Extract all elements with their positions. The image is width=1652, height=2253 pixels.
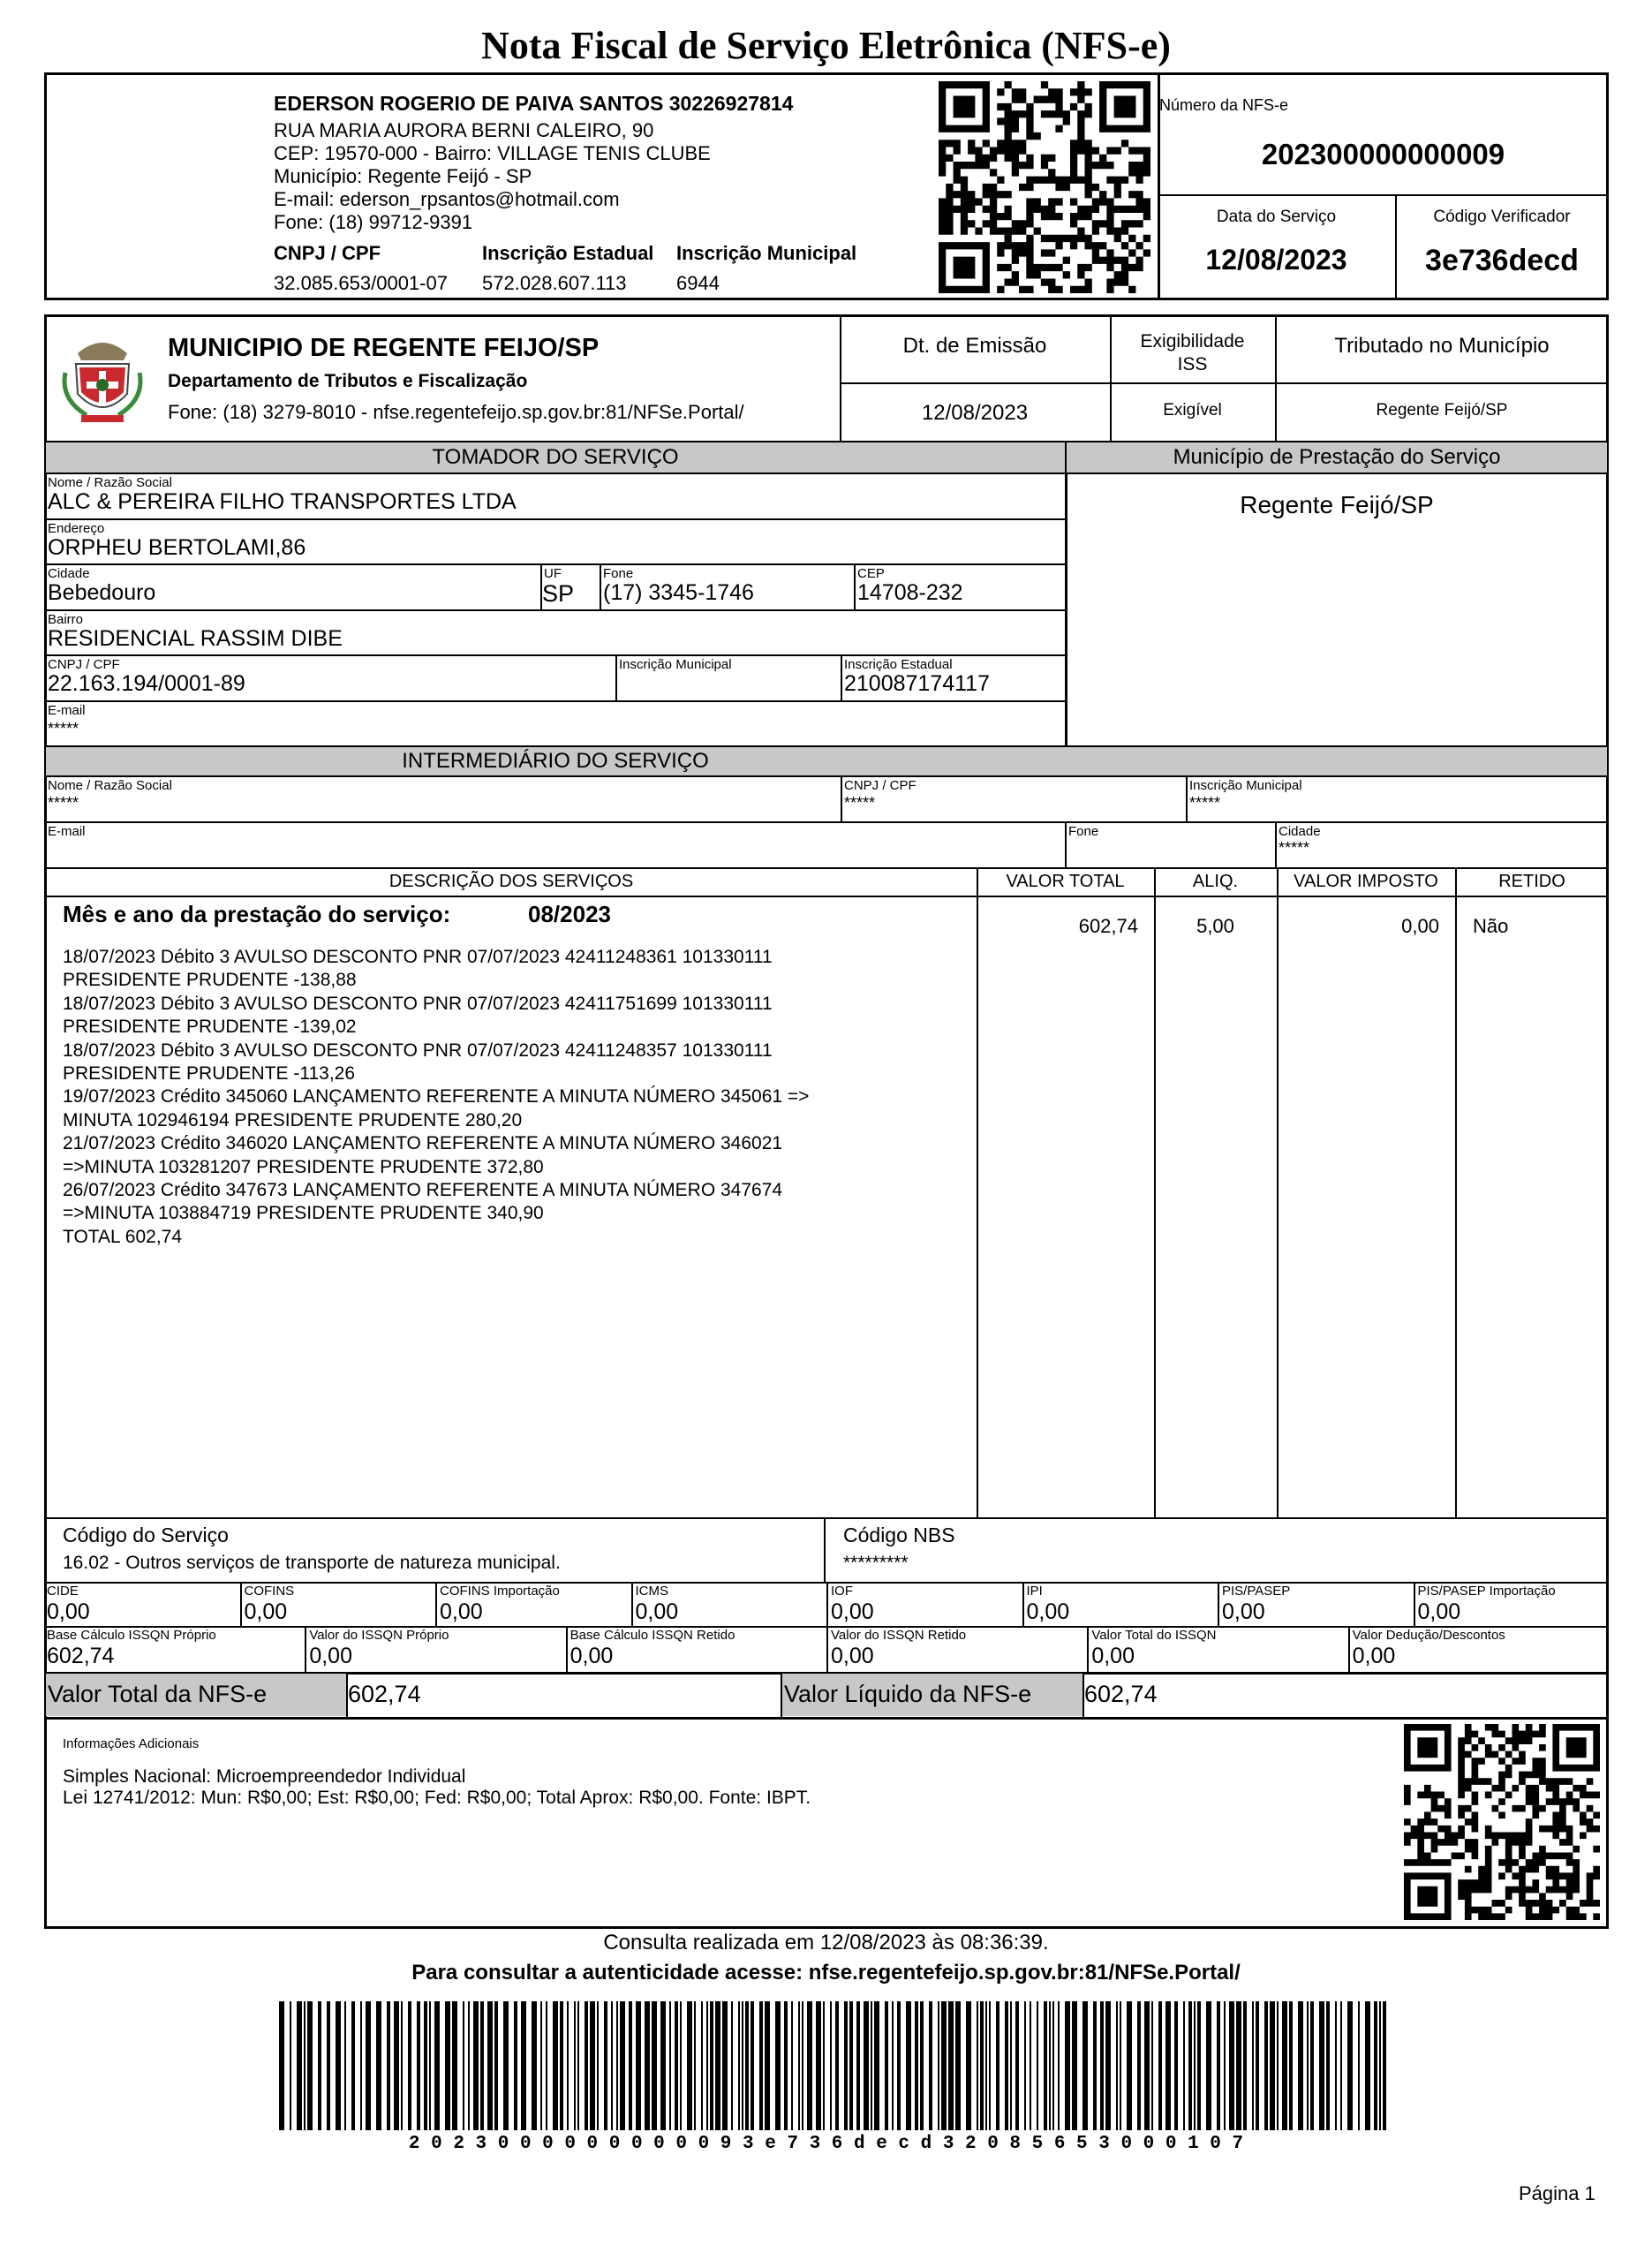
intermediario-cnpj-label: CNPJ / CPF (844, 778, 917, 793)
codigo-servico-value: 16.02 - Outros serviços de transporte de natureza municipal. (63, 1553, 561, 1573)
servicos-valor-header: VALOR TOTAL (1006, 872, 1125, 891)
exigibilidade-label-iss: ISS (1177, 354, 1208, 374)
servicos-mes-value: 08/2023 (528, 901, 611, 927)
valor-total-label: Valor Total da NFS-e (48, 1681, 268, 1707)
issqn-cell (1087, 1626, 1347, 1672)
imposto-value: 0,00 (1026, 1599, 1070, 1624)
servicos-aliq: 5,00 (1196, 915, 1234, 937)
imposto-cell (1218, 1582, 1414, 1626)
prestador-im-label: Inscrição Municipal (676, 242, 857, 264)
codigo-nbs-value: ********* (843, 1553, 909, 1573)
municipio-name: MUNICIPIO DE REGENTE FEIJO/SP (168, 334, 600, 362)
service-line: 18/07/2023 Débito 3 AVULSO DESCONTO PNR 07/07/2023 42411751699 101330111 (63, 993, 773, 1014)
prestador-fone: Fone: (18) 99712-9391 (274, 211, 473, 233)
tomador-cidade: Bebedouro (48, 580, 156, 605)
emissao-value: 12/08/2023 (921, 401, 1029, 425)
valor-liquido: 602,74 (1084, 1681, 1158, 1707)
issqn-cell (566, 1626, 826, 1672)
imposto-value: 0,00 (244, 1599, 288, 1624)
intermediario-im-label: Inscrição Municipal (1189, 778, 1302, 793)
tomador-email: ***** (48, 720, 79, 737)
intermediario-cidade: ***** (1279, 839, 1310, 857)
tomador-cep-label: CEP (857, 566, 885, 581)
prestador-email: E-mail: ederson_rpsantos@hotmail.com (274, 188, 620, 210)
nfse-data-label: Data do Serviço (1216, 208, 1337, 226)
issqn-value: 0,00 (1352, 1644, 1396, 1668)
autenticidade-text: Para consultar a autenticidade acesse: nfse.regentefeijo.sp.gov.br:81/NFSe.Portal/ (411, 1961, 1241, 1985)
info-label: Informações Adicionais (63, 1736, 200, 1751)
servicos-aliq-header: ALIQ. (1192, 872, 1239, 891)
prestador-cep-bairro: CEP: 19570-000 - Bairro: VILLAGE TENIS CLUBE (274, 142, 711, 164)
imposto-label: IOF (831, 1584, 853, 1599)
imposto-cell (44, 1582, 240, 1626)
valor-total: 602,74 (348, 1681, 421, 1707)
service-line: 21/07/2023 Crédito 346020 LANÇAMENTO REFERENTE A MINUTA NÚMERO 346021 (63, 1133, 783, 1154)
intermediario-header: INTERMEDIÁRIO DO SERVIÇO (402, 749, 709, 773)
tributado-label: Tributado no Município (1334, 334, 1550, 358)
issqn-value: 0,00 (831, 1644, 874, 1668)
tomador-fone: (17) 3345-1746 (603, 580, 754, 605)
imposto-cell (826, 1582, 1022, 1626)
tomador-fone-label: Fone (603, 566, 634, 581)
tomador-endereco: ORPHEU BERTOLAMI,86 (48, 535, 306, 560)
tomador-cnpj: 22.163.194/0001-89 (48, 671, 245, 696)
document-title: Nota Fiscal de Serviço Eletrônica (NFS-e) (481, 24, 1171, 67)
service-line: =>MINUTA 103884719 PRESIDENTE PRUDENTE 340,90 (63, 1203, 544, 1224)
intermediario-cidade-label: Cidade (1279, 824, 1321, 839)
qr-code-icon (1404, 1724, 1600, 1920)
issqn-value: 0,00 (570, 1644, 614, 1668)
tomador-endereco-label: Endereço (48, 521, 105, 536)
issqn-value: 0,00 (1091, 1644, 1135, 1668)
tomador-bairro-label: Bairro (48, 612, 84, 627)
issqn-label: Valor do ISSQN Próprio (309, 1628, 449, 1643)
prestador-ie: 572.028.607.113 (482, 272, 627, 294)
valor-liquido-label: Valor Líquido da NFS-e (784, 1681, 1032, 1707)
prestador-address: RUA MARIA AURORA BERNI CALEIRO, 90 (274, 119, 654, 141)
qr-code-icon (939, 81, 1150, 293)
issqn-row (44, 1626, 1609, 1672)
exigibilidade-value: Exigível (1163, 401, 1222, 420)
impostos-row (44, 1582, 1609, 1626)
service-line: PRESIDENTE PRUDENTE -139,02 (63, 1017, 357, 1038)
imposto-label: COFINS Importação (440, 1584, 560, 1599)
barcode-icon (279, 2001, 1388, 2130)
issqn-cell (826, 1626, 1087, 1672)
imposto-label: IPI (1026, 1584, 1043, 1599)
servicos-imposto: 0,00 (1401, 915, 1439, 937)
intermediario-cnpj: ***** (844, 794, 876, 812)
nfse-numero-label: Número da NFS-e (1159, 96, 1289, 114)
intermediario-email-label: E-mail (48, 824, 86, 839)
tomador-cnpj-label: CNPJ / CPF (48, 657, 120, 672)
tomador-email-label: E-mail (48, 703, 86, 718)
tributado-value: Regente Feijó/SP (1376, 401, 1508, 420)
service-line: TOTAL 602,74 (63, 1226, 183, 1247)
imposto-label: CIDE (47, 1584, 79, 1599)
municipio-prestacao-value: Regente Feijó/SP (1240, 491, 1434, 518)
servicos-mes-label: Mês e ano da prestação do serviço: (63, 901, 451, 927)
info-line1: Simples Nacional: Microempreendedor Individual (63, 1766, 466, 1787)
servicos-description (63, 946, 809, 1249)
tomador-im-label: Inscrição Municipal (619, 657, 732, 672)
issqn-label: Valor Total do ISSQN (1091, 1628, 1217, 1643)
imposto-label: ICMS (635, 1584, 668, 1599)
imposto-cell (1414, 1582, 1610, 1626)
municipio-contact: Fone: (18) 3279-8010 - nfse.regentefeijo.sp.gov.br:81/NFSe.Portal/ (168, 401, 744, 423)
tomador-bairro: RESIDENCIAL RASSIM DIBE (48, 626, 343, 651)
prestador-im: 6944 (676, 272, 720, 294)
tomador-nome: ALC & PEREIRA FILHO TRANSPORTES LTDA (48, 489, 517, 514)
issqn-cell (305, 1626, 565, 1672)
issqn-label: Valor Dedução/Descontos (1352, 1628, 1505, 1643)
municipio-dept: Departamento de Tributos e Fiscalização (168, 371, 528, 391)
imposto-value: 0,00 (1222, 1599, 1265, 1624)
intermediario-nome-label: Nome / Razão Social (48, 778, 172, 793)
intermediario-fone-label: Fone (1068, 824, 1099, 839)
imposto-value: 0,00 (440, 1599, 483, 1624)
issqn-cell (1348, 1626, 1609, 1672)
tomador-uf-label: UF (544, 566, 562, 581)
service-line: 18/07/2023 Débito 3 AVULSO DESCONTO PNR 07/07/2023 42411248361 101330111 (63, 947, 773, 967)
service-line: 19/07/2023 Crédito 345060 LANÇAMENTO REFERENTE A MINUTA NÚMERO 345061 => (63, 1086, 810, 1108)
tomador-ie-label: Inscrição Estadual (844, 657, 953, 672)
intermediario-im: ***** (1189, 794, 1221, 812)
issqn-label: Valor do ISSQN Retido (831, 1628, 967, 1643)
emissao-label: Dt. de Emissão (902, 334, 1047, 358)
imposto-cell (631, 1582, 827, 1626)
nfse-codigo-label: Código Verificador (1433, 208, 1571, 226)
prestador-cnpj-label: CNPJ / CPF (274, 242, 381, 264)
servicos-valor: 602,74 (1078, 915, 1138, 937)
prestador-ie-label: Inscrição Estadual (482, 242, 654, 264)
consulta-text: Consulta realizada em 12/08/2023 às 08:36:39. (603, 1931, 1049, 1954)
imposto-label: PIS/PASEP (1222, 1584, 1291, 1599)
municipio-prestacao-header: Município de Prestação do Serviço (1173, 445, 1501, 469)
service-line: 18/07/2023 Débito 3 AVULSO DESCONTO PNR 07/07/2023 42411248357 101330111 (63, 1040, 773, 1061)
issqn-label: Base Cálculo ISSQN Retido (570, 1628, 735, 1643)
page-number: Página 1 (1519, 2182, 1595, 2204)
info-line2: Lei 12741/2012: Mun: R$0,00; Est: R$0,00; Fed: R$0,00; Total Aprox: R$0,00. Fonte: IBPT. (63, 1788, 811, 1808)
issqn-value: 602,74 (47, 1644, 115, 1668)
issqn-label: Base Cálculo ISSQN Próprio (47, 1628, 216, 1643)
tomador-header: TOMADOR DO SERVIÇO (432, 445, 679, 469)
intermediario-nome: ***** (48, 794, 79, 812)
codigo-nbs-label: Código NBS (843, 1523, 955, 1546)
barcode-text: 2 0 2 3 0 0 0 0 0 0 0 0 0 0 9 3 e 7 3 6 d e c d 3 2 0 8 5 6 5 3 0 0 0 1 0 7 (408, 2134, 1244, 2154)
servicos-desc-header: DESCRIÇÃO DOS SERVIÇOS (388, 872, 634, 891)
exigibilidade-label: Exigibilidade (1140, 331, 1245, 352)
prestador-cnpj: 32.085.653/0001-07 (274, 272, 448, 294)
imposto-label: COFINS (244, 1584, 295, 1599)
prestador-name: EDERSON ROGERIO DE PAIVA SANTOS 30226927814 (274, 92, 794, 115)
imposto-value: 0,00 (831, 1599, 874, 1624)
nfse-numero: 202300000000009 (1261, 138, 1505, 170)
issqn-value: 0,00 (309, 1644, 352, 1668)
tomador-cep: 14708-232 (857, 580, 963, 605)
issqn-cell (44, 1626, 305, 1672)
tomador-nome-label: Nome / Razão Social (48, 475, 172, 490)
codigo-servico-label: Código do Serviço (63, 1523, 229, 1546)
imposto-label: PIS/PASEP Importação (1417, 1584, 1556, 1599)
service-line: PRESIDENTE PRUDENTE -138,88 (63, 970, 357, 991)
service-line: PRESIDENTE PRUDENTE -113,26 (63, 1063, 356, 1085)
servicos-retido-header: RETIDO (1498, 872, 1565, 891)
prestador-municipio: Município: Regente Feijó - SP (274, 165, 532, 187)
tomador-uf: SP (542, 580, 575, 607)
service-line: MINUTA 102946194 PRESIDENTE PRUDENTE 280,20 (63, 1109, 523, 1130)
tomador-cidade-label: Cidade (48, 566, 90, 581)
imposto-cell (435, 1582, 631, 1626)
servicos-imposto-header: VALOR IMPOSTO (1294, 872, 1438, 891)
imposto-value: 0,00 (635, 1599, 679, 1624)
service-line: =>MINUTA 103281207 PRESIDENTE PRUDENTE 372,80 (63, 1156, 544, 1177)
service-line: 26/07/2023 Crédito 347673 LANÇAMENTO REFERENTE A MINUTA NÚMERO 347674 (63, 1180, 783, 1201)
servicos-retido: Não (1473, 915, 1509, 937)
imposto-value: 0,00 (47, 1599, 90, 1624)
municipio-brasao-icon (60, 329, 145, 426)
imposto-value: 0,00 (1417, 1599, 1461, 1624)
nfse-codigo: 3e736decd (1425, 244, 1579, 277)
imposto-cell (240, 1582, 436, 1626)
imposto-cell (1022, 1582, 1218, 1626)
nfse-data: 12/08/2023 (1205, 244, 1347, 276)
tomador-ie: 210087174117 (844, 671, 990, 696)
